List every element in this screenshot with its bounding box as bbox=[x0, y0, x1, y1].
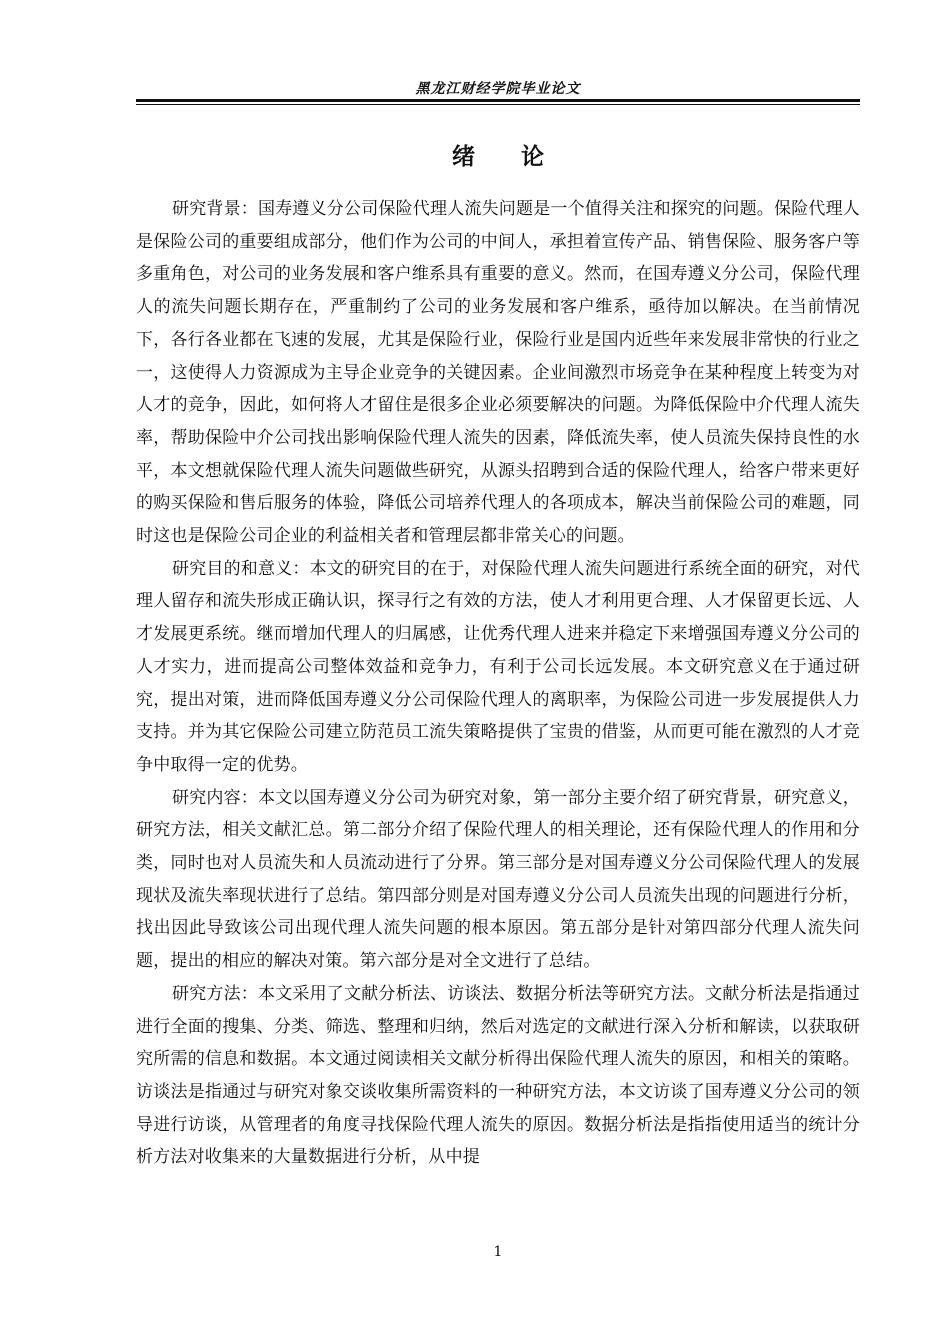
header-rule-thin bbox=[136, 104, 860, 105]
header-rule-thick bbox=[136, 99, 860, 102]
body-text bbox=[136, 193, 860, 1174]
page-number: 1 bbox=[493, 1244, 503, 1260]
section-title: 绪论 bbox=[452, 144, 590, 170]
paragraph-content: 研究内容：本文以国寿遵义分公司为研究对象，第一部分主要介绍了研究背景，研究意义，研究方法，相关文献汇总。第二部分介绍了保险代理人的相关理论，还有保险代理人的作用和分类，同时也对人员流失和人员流动进行了分界。第三部分是对国寿遵义分公司保险代理人的发展现状及流失率现状进行了总结。第四部分则是对国寿遵义分公司人员流失出现的问题进行分析，找出因此导致该公司出现代理人流失问题的根本原因。第五部分是针对第四部分代理人流失问题，提出的相应的解决对策。第六部分是对全文进行了总结。 bbox=[136, 787, 860, 972]
paragraph-purpose: 研究目的和意义：本文的研究目的在于，对保险代理人流失问题进行系统全面的研究，对代理人留存和流失形成正确认识，探寻行之有效的方法，使人才利用更合理、人才保留更长远、人才发展更系统。继而增加代理人的归属感，让优秀代理人进来并稳定下来增强国寿遵义分公司的人才实力，进而提高公司整体效益和竞争力，有利于公司长远发展。本文研究意义在于通过研究，提出对策，进而降低国寿遵义分公司保险代理人的离职率，为保险公司进一步发展提供人力支持。并为其它保险公司建立防范员工流失策略提供了宝贵的借鉴，从而更可能在激烈的人才竞争中取得一定的优势。 bbox=[136, 558, 860, 775]
running-header: 黑龙江财经学院毕业论文 bbox=[415, 81, 581, 97]
paragraph-background: 研究背景：国寿遵义分公司保险代理人流失问题是一个值得关注和探究的问题。保险代理人是保险公司的重要组成部分，他们作为公司的中间人，承担着宣传产品、销售保险、服务客户等多重角色，对公司的业务发展和客户维系具有重要的意义。然而，在国寿遵义分公司，保险代理人的流失问题长期存在，严重制约了公司的业务发展和客户维系，亟待加以解决。在当前情况下，各行各业都在飞速的发展，尤其是保险行业，保险行业是国内近些年来发展非常快的行业之一，这使得人力资源成为主导企业竞争的关键因素。企业间激烈市场竞争在某种程度上转变为对人才的竞争，因此，如何将人才留住是很多企业必须要解决的问题。为降低保险中介代理人流失率，帮助保险中介公司找出影响保险代理人流失的因素，降低流失率，使人员流失保持良性的水平，本文想就保险代理人流失问题做些研究，从源头招聘到合适的保险代理人，给客户带来更好的购买保险和售后服务的体验，降低公司培养代理人的各项成本，解决当前保险公司的难题，同时这也是保险公司企业的利益相关者和管理层都非常关心的问题。 bbox=[136, 199, 860, 547]
paragraph-methods: 研究方法：本文采用了文献分析法、访谈法、数据分析法等研究方法。文献分析法是指通过进行全面的搜集、分类、筛选、整理和归纳，然后对选定的文献进行深入分析和解读，以获取研究所需的信息和数据。本文通过阅读相关文献分析得出保险代理人流失的原因，和相关的策略。访谈法是指通过与研究对象交谈收集所需资料的一种研究方法，本文访谈了国寿遵义分公司的领导进行访谈，从管理者的角度寻找保险代理人流失的原因。数据分析法是指指使用适当的统计分析方法对收集来的大量数据进行分析，从中提 bbox=[136, 983, 860, 1168]
